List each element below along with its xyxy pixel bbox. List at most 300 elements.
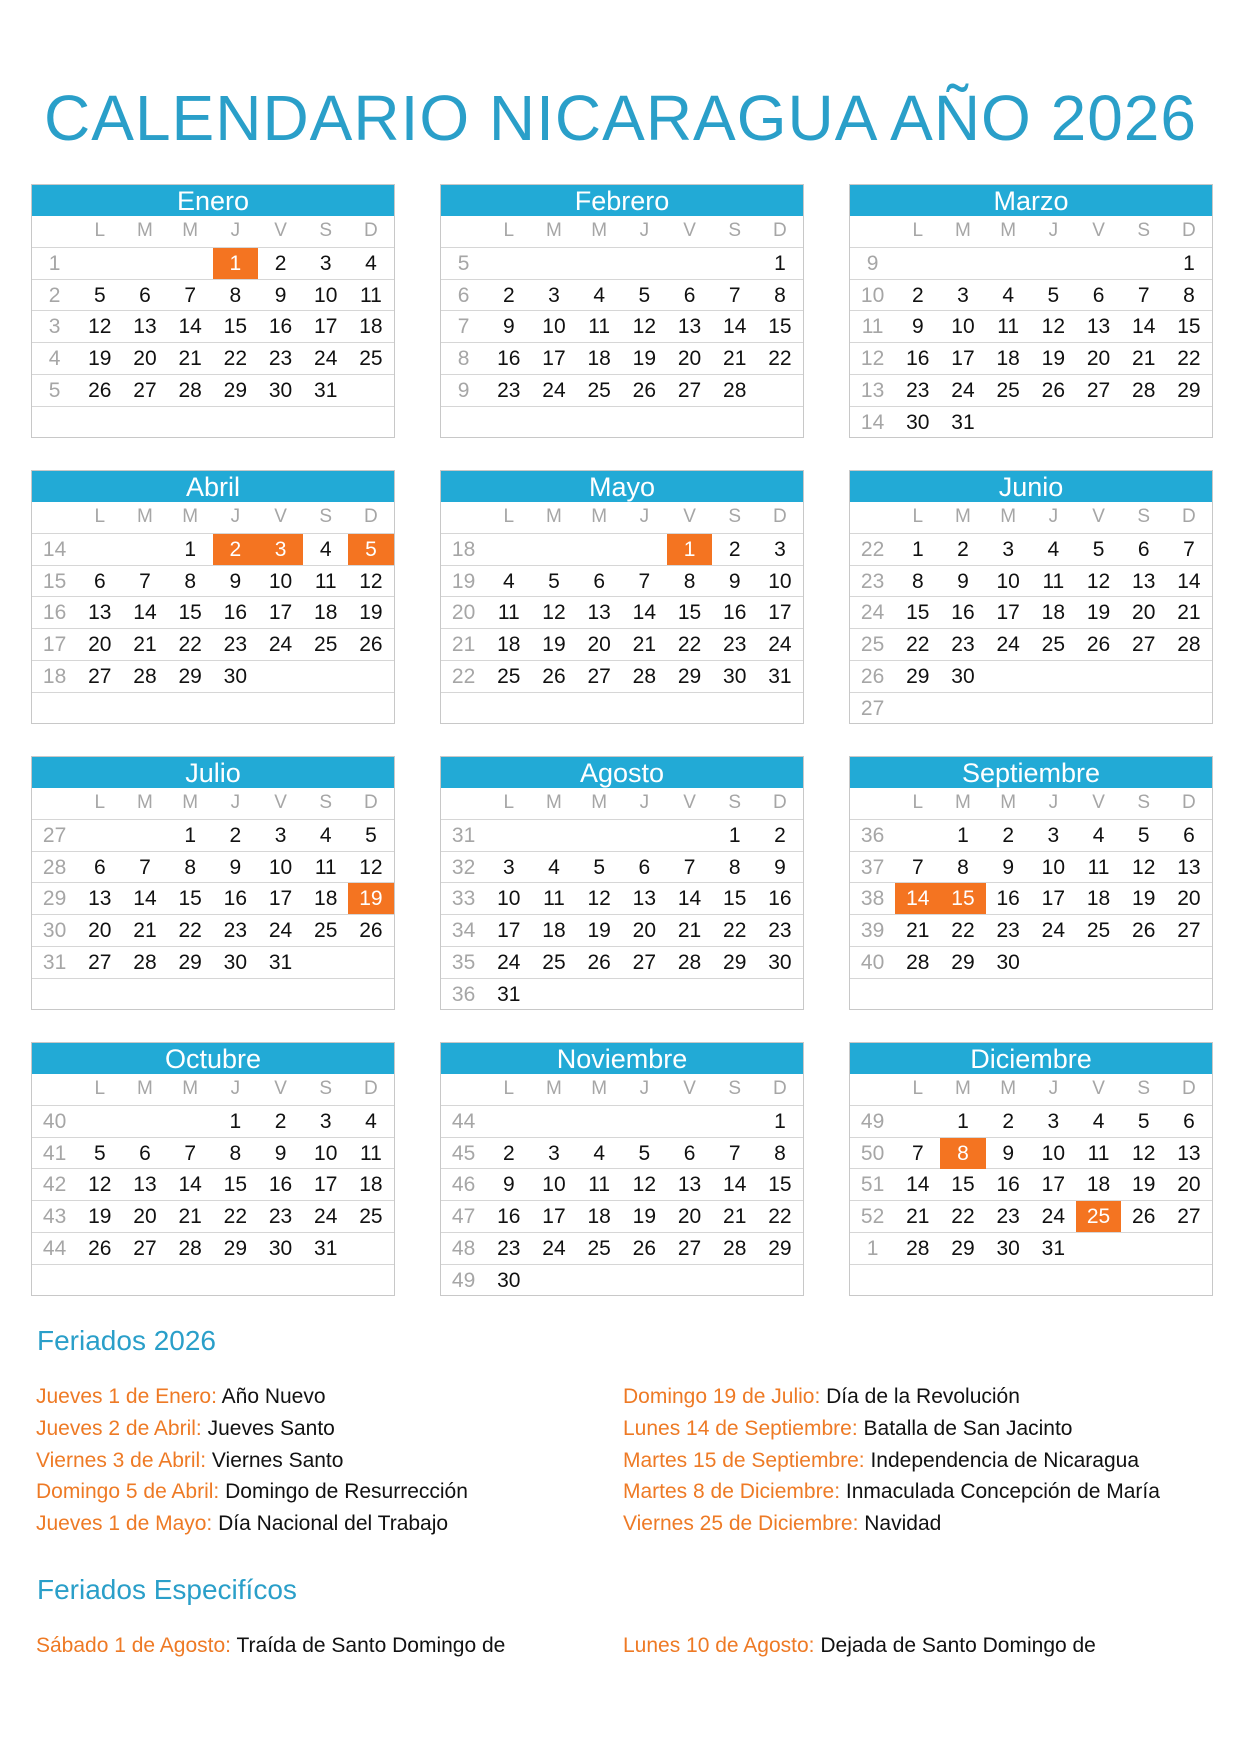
- empty-cell: [303, 407, 348, 439]
- day-cell: 2: [502, 1141, 515, 1165]
- day-cell: 29: [223, 378, 248, 402]
- especificos-title: Feriados Especifícos: [37, 1574, 297, 1605]
- empty-day: [303, 661, 348, 692]
- empty-cell: [77, 407, 122, 439]
- day-cell: 27: [1086, 378, 1111, 402]
- empty-cell: [348, 693, 393, 725]
- day-cell: 21: [906, 1205, 930, 1229]
- week-row: [850, 407, 1212, 439]
- day-cell: 12: [1086, 569, 1111, 593]
- empty-day: [1166, 947, 1211, 978]
- day-cell: 7: [728, 283, 741, 307]
- month-name: Octubre: [32, 1043, 394, 1074]
- empty-day: [1076, 248, 1121, 279]
- empty-cell: [667, 407, 712, 439]
- week-number-header: [441, 502, 486, 533]
- day-cell: 18: [497, 633, 521, 657]
- weekday-label: L: [503, 792, 515, 813]
- empty-cell: [486, 693, 531, 725]
- empty-day: [77, 1106, 122, 1137]
- day-cell: 18: [1041, 601, 1066, 625]
- empty-cell: [895, 1265, 940, 1297]
- empty-cell: [122, 693, 167, 725]
- empty-day: [303, 947, 348, 978]
- day-cell: 8: [728, 855, 741, 879]
- day-cell: 17: [314, 1173, 338, 1197]
- week-number: 14: [860, 410, 885, 434]
- day-cell: 28: [133, 664, 157, 688]
- weekday-label: D: [364, 506, 378, 527]
- weekday-label: J: [1048, 1078, 1059, 1099]
- day-cell: 30: [268, 378, 293, 402]
- empty-cell: [441, 693, 486, 725]
- day-cell: 21: [133, 919, 157, 943]
- week-row: [850, 820, 1212, 852]
- day-cell: 19: [88, 347, 112, 371]
- day-cell: 30: [996, 1236, 1020, 1260]
- day-cell: 13: [1132, 569, 1156, 593]
- day-cell: 2: [502, 283, 515, 307]
- empty-cell: [303, 1265, 348, 1297]
- week-number: 13: [860, 378, 885, 402]
- empty-cell: [77, 1265, 122, 1297]
- empty-day: [1031, 947, 1076, 978]
- week-row: [850, 534, 1212, 566]
- day-cell: 9: [728, 569, 741, 593]
- month-febrero: [440, 184, 804, 438]
- day-cell: 13: [88, 887, 112, 911]
- day-cell: 26: [88, 378, 112, 402]
- week-row: [441, 979, 803, 1011]
- day-cell: 22: [951, 1205, 975, 1229]
- weekday-label: L: [912, 220, 924, 241]
- day-cell: 5: [93, 1141, 106, 1165]
- day-cell: 18: [314, 601, 338, 625]
- day-cell: 29: [1177, 378, 1201, 402]
- weekday-label: M: [546, 506, 562, 527]
- day-cell: 5: [1137, 1109, 1150, 1133]
- week-number: 4: [48, 347, 61, 371]
- week-number-header: [850, 1074, 895, 1105]
- holiday-date: Lunes 14 de Septiembre:: [623, 1416, 858, 1440]
- week-row: [850, 852, 1212, 884]
- empty-day: [77, 534, 122, 565]
- day-cell: 13: [677, 1173, 702, 1197]
- holiday-item: [623, 1417, 1073, 1441]
- day-cell: 26: [632, 378, 657, 402]
- day-cell: 3: [548, 283, 560, 307]
- day-cell: 10: [996, 569, 1020, 593]
- day-cell: 9: [957, 569, 969, 593]
- weekday-label: J: [230, 1078, 241, 1099]
- week-row: [441, 311, 803, 343]
- holiday-date: Domingo 19 de Julio:: [623, 1385, 821, 1408]
- day-cell: 15: [223, 1173, 248, 1197]
- week-number: 8: [457, 347, 470, 371]
- week-number: 38: [860, 887, 885, 911]
- week-row: [850, 915, 1212, 947]
- empty-day: [1076, 407, 1121, 439]
- day-cell: 18: [314, 887, 338, 911]
- week-row: [32, 1138, 394, 1170]
- day-cell: 7: [911, 855, 924, 879]
- day-cell: 26: [1132, 919, 1156, 943]
- week-row: [32, 1169, 394, 1201]
- day-cell: 13: [677, 315, 702, 339]
- weekday-label: M: [137, 792, 153, 813]
- weekday-label: M: [1000, 506, 1017, 527]
- week-number: 30: [42, 919, 67, 943]
- day-cell: 28: [906, 1236, 930, 1260]
- empty-cell: [850, 979, 895, 1011]
- holiday-day-cell: 19: [348, 883, 393, 914]
- day-cell: 14: [1132, 315, 1156, 339]
- empty-cell: [77, 693, 122, 725]
- weekday-row: [850, 216, 1212, 248]
- week-row: [850, 693, 1212, 725]
- week-row: [850, 248, 1212, 280]
- week-number: 36: [860, 823, 885, 847]
- day-cell: 6: [593, 569, 605, 593]
- months-grid: [31, 184, 1213, 1296]
- week-row: [441, 852, 803, 884]
- day-cell: 23: [906, 378, 930, 402]
- week-row: [850, 1169, 1212, 1201]
- day-cell: 4: [593, 1141, 605, 1165]
- day-cell: 12: [88, 315, 112, 339]
- empty-cell: [1166, 1265, 1211, 1297]
- day-cell: 8: [683, 569, 696, 593]
- day-cell: 12: [587, 887, 611, 911]
- week-row: [32, 1201, 394, 1233]
- week-number: 9: [866, 251, 879, 275]
- month-septiembre: [849, 756, 1213, 1010]
- empty-day: [712, 248, 757, 279]
- day-cell: 1: [229, 1109, 242, 1133]
- month-name: Noviembre: [441, 1043, 803, 1074]
- day-cell: 15: [178, 601, 202, 625]
- empty-cell: [1121, 1265, 1166, 1297]
- day-cell: 1: [957, 823, 969, 847]
- day-cell: 8: [184, 855, 196, 879]
- day-cell: 9: [274, 283, 287, 307]
- holiday-item: [623, 1634, 1096, 1658]
- day-cell: 11: [1087, 855, 1110, 879]
- day-cell: 5: [1092, 537, 1105, 561]
- day-cell: 30: [223, 950, 248, 974]
- day-cell: 23: [996, 919, 1020, 943]
- day-cell: 23: [223, 633, 248, 657]
- day-cell: 31: [1041, 1236, 1066, 1260]
- holiday-day-cell: 1: [667, 534, 712, 565]
- week-number: 31: [42, 950, 67, 974]
- weekday-label: L: [503, 1078, 515, 1099]
- day-cell: 30: [768, 950, 792, 974]
- empty-day: [348, 375, 393, 406]
- empty-cell: [940, 979, 985, 1011]
- week-number: 36: [451, 982, 476, 1006]
- day-cell: 31: [951, 410, 975, 434]
- week-row: [441, 915, 803, 947]
- weekday-row: [441, 216, 803, 248]
- weekday-label: L: [912, 1078, 924, 1099]
- empty-day: [348, 661, 393, 692]
- holiday-day-cell: 2: [213, 534, 258, 565]
- day-cell: 10: [768, 569, 792, 593]
- empty-cell: [1121, 979, 1166, 1011]
- day-cell: 8: [229, 283, 242, 307]
- day-cell: 9: [774, 855, 786, 879]
- day-cell: 24: [1041, 919, 1066, 943]
- weekday-label: S: [319, 220, 333, 241]
- week-row: [32, 280, 394, 312]
- day-cell: 1: [911, 537, 924, 561]
- day-cell: 24: [314, 1205, 338, 1229]
- weekday-label: V: [1092, 1078, 1105, 1099]
- day-cell: 26: [1086, 633, 1111, 657]
- holiday-date: Viernes 25 de Diciembre:: [623, 1512, 859, 1536]
- day-cell: 4: [1092, 823, 1105, 847]
- weekday-label: M: [137, 506, 153, 527]
- weekday-label: D: [1182, 506, 1196, 527]
- week-number: 47: [451, 1205, 476, 1229]
- empty-day: [1121, 947, 1166, 978]
- empty-cell: [577, 693, 622, 725]
- weekday-label: M: [955, 506, 971, 527]
- weekday-label: M: [1000, 792, 1017, 813]
- day-cell: 18: [1086, 1173, 1111, 1197]
- empty-day: [577, 1106, 622, 1137]
- empty-day: [531, 1106, 576, 1137]
- weekday-label: V: [683, 220, 696, 241]
- week-row: [32, 597, 394, 629]
- day-cell: 15: [677, 601, 702, 625]
- day-cell: 9: [229, 855, 242, 879]
- day-cell: 6: [139, 283, 151, 307]
- week-row: [850, 566, 1212, 598]
- empty-day: [622, 820, 667, 851]
- day-cell: 30: [723, 664, 747, 688]
- week-number-header: [850, 216, 895, 247]
- week-row: [441, 407, 803, 439]
- day-cell: 27: [587, 664, 611, 688]
- week-row: [441, 1106, 803, 1138]
- day-cell: 22: [223, 1205, 248, 1229]
- day-cell: 24: [951, 378, 975, 402]
- empty-cell: [258, 407, 303, 439]
- day-cell: 2: [274, 1109, 287, 1133]
- empty-cell: [667, 693, 712, 725]
- empty-day: [122, 1106, 167, 1137]
- weekday-row: [32, 1074, 394, 1106]
- day-cell: 10: [951, 315, 975, 339]
- day-cell: 20: [88, 633, 112, 657]
- day-cell: 27: [133, 378, 157, 402]
- day-cell: 9: [1002, 855, 1014, 879]
- empty-cell: [303, 979, 348, 1011]
- week-number: 35: [451, 950, 476, 974]
- day-cell: 7: [139, 569, 151, 593]
- day-cell: 3: [548, 1141, 560, 1165]
- week-number: 46: [451, 1173, 476, 1197]
- day-cell: 4: [593, 283, 605, 307]
- day-cell: 7: [728, 1141, 741, 1165]
- empty-day: [1166, 661, 1211, 692]
- day-cell: 4: [319, 537, 332, 561]
- day-cell: 14: [723, 1173, 747, 1197]
- page-title: CALENDARIO NICARAGUA AÑO 2026: [44, 82, 1197, 154]
- day-cell: 27: [88, 664, 112, 688]
- day-cell: 2: [911, 283, 924, 307]
- empty-cell: [348, 407, 393, 439]
- day-cell: 12: [632, 1173, 657, 1197]
- day-cell: 27: [1132, 633, 1156, 657]
- day-cell: 14: [178, 1173, 202, 1197]
- day-cell: 8: [774, 1141, 786, 1165]
- week-number-header: [32, 788, 77, 819]
- day-cell: 28: [906, 950, 930, 974]
- week-number: 6: [457, 283, 470, 307]
- weekday-label: S: [728, 1078, 742, 1099]
- empty-cell: [1166, 979, 1211, 1011]
- empty-day: [1031, 407, 1076, 439]
- day-cell: 21: [178, 347, 202, 371]
- week-number: 5: [457, 251, 470, 275]
- day-cell: 19: [632, 1205, 657, 1229]
- week-number: 20: [451, 601, 476, 625]
- empty-cell: [77, 979, 122, 1011]
- week-row: [32, 661, 394, 693]
- empty-day: [712, 1106, 757, 1137]
- empty-cell: [303, 693, 348, 725]
- weekday-label: M: [1000, 220, 1017, 241]
- week-number: 15: [42, 569, 67, 593]
- month-name: Febrero: [441, 185, 803, 216]
- week-number: 44: [451, 1109, 476, 1133]
- empty-day: [712, 1265, 757, 1297]
- day-cell: 10: [542, 1173, 566, 1197]
- holiday-name: Domingo de Resurrección: [225, 1480, 468, 1504]
- week-number-header: [850, 788, 895, 819]
- week-number: 17: [42, 633, 67, 657]
- week-row: [850, 1233, 1212, 1265]
- holiday-date: Domingo 5 de Abril:: [36, 1480, 220, 1504]
- empty-day: [577, 979, 622, 1011]
- week-row: [850, 1106, 1212, 1138]
- holiday-name: Día Nacional del Trabajo: [218, 1512, 449, 1536]
- week-row: [441, 248, 803, 280]
- month-octubre: [31, 1042, 395, 1296]
- week-number-header: [32, 216, 77, 247]
- empty-cell: [757, 693, 802, 725]
- weekday-label: M: [546, 1078, 562, 1099]
- week-number: 48: [451, 1236, 476, 1260]
- week-row: [441, 534, 803, 566]
- day-cell: 29: [223, 1236, 248, 1260]
- empty-cell: [531, 407, 576, 439]
- week-row: [32, 248, 394, 280]
- holiday-name: Inmaculada Concepción de María: [845, 1480, 1160, 1504]
- day-cell: 9: [502, 315, 515, 339]
- month-name: Septiembre: [850, 757, 1212, 788]
- week-row: [441, 375, 803, 407]
- week-number-header: [441, 788, 486, 819]
- weekday-label: J: [1048, 792, 1059, 813]
- day-cell: 19: [359, 601, 383, 625]
- day-cell: 21: [677, 919, 702, 943]
- holiday-item: [623, 1512, 941, 1536]
- day-cell: 26: [587, 950, 611, 974]
- day-cell: 6: [1183, 1109, 1195, 1133]
- week-number: 40: [860, 950, 885, 974]
- day-cell: 10: [268, 855, 293, 879]
- weekday-label: S: [728, 792, 742, 813]
- month-agosto: [440, 756, 804, 1010]
- day-cell: 15: [951, 1173, 975, 1197]
- empty-day: [577, 820, 622, 851]
- empty-day: [895, 820, 940, 851]
- month-name: Marzo: [850, 185, 1212, 216]
- empty-day: [1166, 1233, 1211, 1264]
- empty-day: [1076, 947, 1121, 978]
- empty-cell: [32, 1265, 77, 1297]
- holiday-item: [623, 1449, 1139, 1473]
- day-cell: 16: [268, 1173, 293, 1197]
- empty-day: [940, 693, 985, 725]
- week-number: 22: [451, 664, 476, 688]
- day-cell: 20: [677, 1205, 702, 1229]
- week-row: [850, 1265, 1212, 1297]
- day-cell: 29: [178, 950, 202, 974]
- day-cell: 27: [88, 950, 112, 974]
- day-cell: 18: [359, 315, 383, 339]
- day-cell: 9: [1002, 1141, 1014, 1165]
- day-cell: 7: [638, 569, 651, 593]
- day-cell: 11: [588, 315, 611, 339]
- month-name: Julio: [32, 757, 394, 788]
- day-cell: 18: [587, 1205, 611, 1229]
- week-row: [441, 343, 803, 375]
- day-cell: 12: [359, 855, 383, 879]
- day-cell: 13: [632, 887, 657, 911]
- weekday-label: J: [639, 792, 650, 813]
- empty-day: [486, 534, 531, 565]
- month-name: Agosto: [441, 757, 803, 788]
- day-cell: 26: [359, 633, 383, 657]
- weekday-row: [850, 788, 1212, 820]
- day-cell: 30: [996, 950, 1020, 974]
- holiday-item: [36, 1634, 505, 1658]
- day-cell: 8: [774, 283, 786, 307]
- day-cell: 23: [951, 633, 975, 657]
- day-cell: 28: [723, 378, 747, 402]
- empty-day: [168, 1106, 213, 1137]
- weekday-label: M: [955, 792, 971, 813]
- holiday-date: Jueves 1 de Mayo:: [36, 1512, 213, 1536]
- week-row: [441, 661, 803, 693]
- empty-day: [986, 661, 1031, 692]
- weekday-label: D: [364, 220, 378, 241]
- empty-day: [622, 1265, 667, 1297]
- day-cell: 7: [139, 855, 151, 879]
- day-cell: 19: [632, 347, 657, 371]
- empty-cell: [258, 1265, 303, 1297]
- day-cell: 5: [593, 855, 605, 879]
- day-cell: 17: [768, 601, 792, 625]
- day-cell: 11: [314, 569, 337, 593]
- month-name: Junio: [850, 471, 1212, 502]
- day-cell: 3: [1047, 823, 1060, 847]
